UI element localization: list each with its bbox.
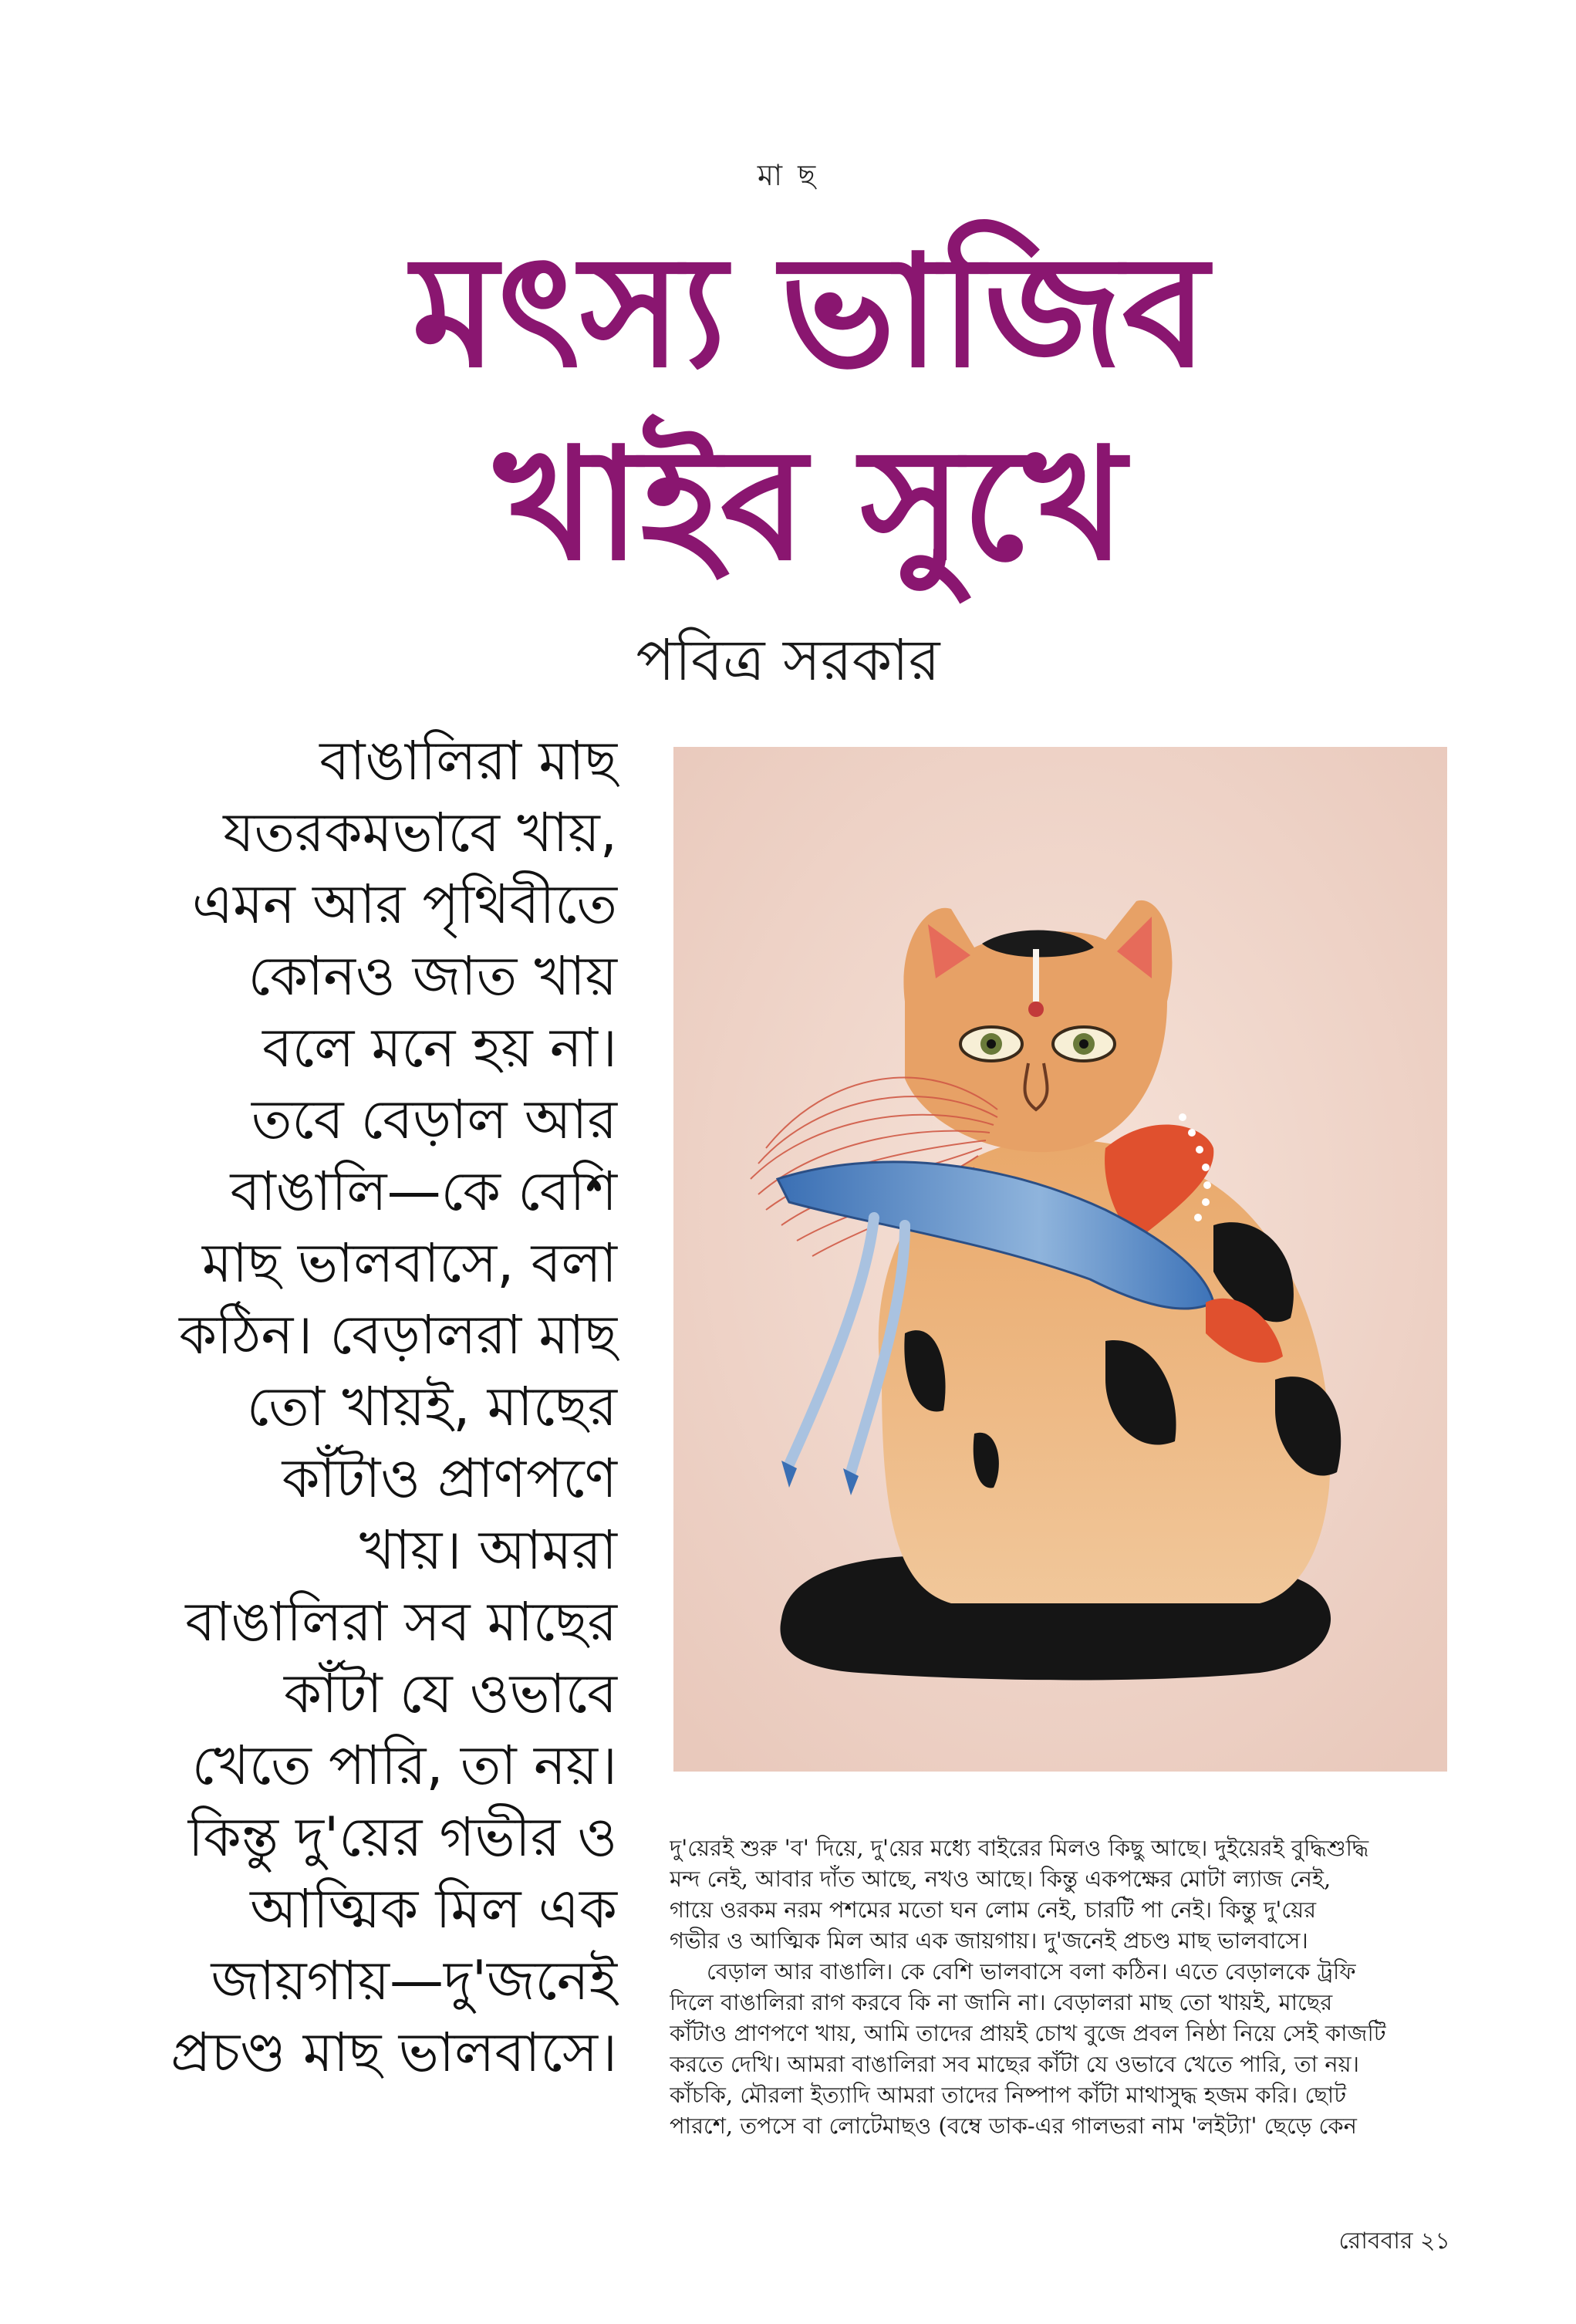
body-line: কাঁচকি, মৌরলা ইত্যাদি আমরা তাদের নিষ্পাপ কাঁটা মাথাসুদ্ধ হজম করি। ছোট — [670, 2082, 1347, 2108]
page-folio: রোববার ২১ — [1338, 2228, 1450, 2255]
pull-quote-line: জায়গায়—দু'জনেই — [211, 1949, 617, 2012]
pull-quote-line: বাঙালি—কে বেশি — [230, 1160, 617, 1223]
pull-quote-line: তবে বেড়াল আর — [251, 1088, 617, 1151]
pull-quote-line: খায়। আমরা — [359, 1518, 617, 1582]
body-line: দিলে বাঙালিরা রাগ করবে কি না জানি না। বেড়ালরা মাছ তো খায়ই, মাছের — [670, 1989, 1333, 2015]
headline-line-2: খাইব সুখে — [494, 415, 1126, 595]
pull-quote-line: কোনও জাত খায় — [248, 944, 617, 1008]
body-line: কাঁটাও প্রাণপণে খায়, আমি তাদের প্রায়ই চোখ বুজে প্রবল নিষ্ঠা নিয়ে সেই কাজটি — [670, 2020, 1386, 2046]
pull-quote-line: মাছ ভালবাসে, বলা — [201, 1231, 617, 1295]
body-line: করতে দেখি। আমরা বাঙালিরা সব মাছের কাঁটা যে ওভাবে খেতে পারি, তা নয়। — [670, 2051, 1360, 2077]
pull-quote-line: তো খায়ই, মাছের — [246, 1375, 617, 1438]
pull-quote-line: বাঙালিরা সব মাছের — [185, 1590, 617, 1653]
body-line: মন্দ নেই, আবার দাঁত আছে, নখও আছে। কিন্তু একপক্ষের মোটা ল্যাজ নেই, — [670, 1866, 1331, 1892]
body-line: বেড়াল আর বাঙালি। কে বেশি ভালবাসে বলা কঠিন। এতে বেড়ালকে ট্রফি — [707, 1958, 1356, 1985]
section-label: মা ছ — [757, 158, 819, 192]
article-body — [670, 1833, 1449, 2141]
body-line: দু'য়েরই শুরু 'ব' দিয়ে, দু'য়ের মধ্যে বাইরের মিলও কিছু আছে। দুইয়েরই বুদ্ধিশুদ্ধি — [670, 1835, 1369, 1861]
pull-quote-line: বাঙালিরা মাছ — [319, 729, 617, 792]
pull-quote-line: বলে মনে হয় না। — [262, 1016, 617, 1079]
pull-quote-line: খেতে পারি, তা নয়। — [191, 1734, 617, 1797]
body-line: গভীর ও আত্মিক মিল আর এক জায়গায়। দু'জনেই প্রচণ্ড মাছ ভালবাসে। — [670, 1927, 1308, 1954]
headline — [231, 216, 1389, 602]
body-line: গায়ে ওরকম নরম পশমের মতো ঘন লোম নেই, চারটি পা নেই। কিন্তু দু'য়ের — [670, 1897, 1317, 1923]
pull-quote-line: কিন্তু দু'য়ের গভীর ও — [187, 1805, 617, 1869]
pull-quote — [116, 725, 617, 2089]
pull-quote-line: কাঁটা যে ওভাবে — [283, 1662, 617, 1725]
body-line: পারশে, তপসে বা লোটেমাছও (বম্বে ডাক-এর গালভরা নাম 'লইট্যা' ছেড়ে কেন — [670, 2113, 1357, 2139]
cat-with-prawn-painting — [673, 747, 1447, 1772]
pull-quote-line: এমন আর পৃথিবীতে — [191, 873, 617, 936]
pull-quote-line: কাঁটাও প্রাণপণে — [282, 1447, 617, 1510]
pull-quote-line: কঠিন। বেড়ালরা মাছ — [179, 1303, 617, 1366]
headline-line-1: মৎস্য ভাজিব — [411, 222, 1209, 402]
pull-quote-line: আত্মিক মিল এক — [250, 1877, 617, 1941]
pull-quote-line: প্রচণ্ড মাছ ভালবাসে। — [170, 2021, 617, 2084]
pull-quote-line: যতরকমভাবে খায়, — [223, 801, 617, 864]
author-byline: পবিত্র সরকার — [636, 627, 940, 694]
